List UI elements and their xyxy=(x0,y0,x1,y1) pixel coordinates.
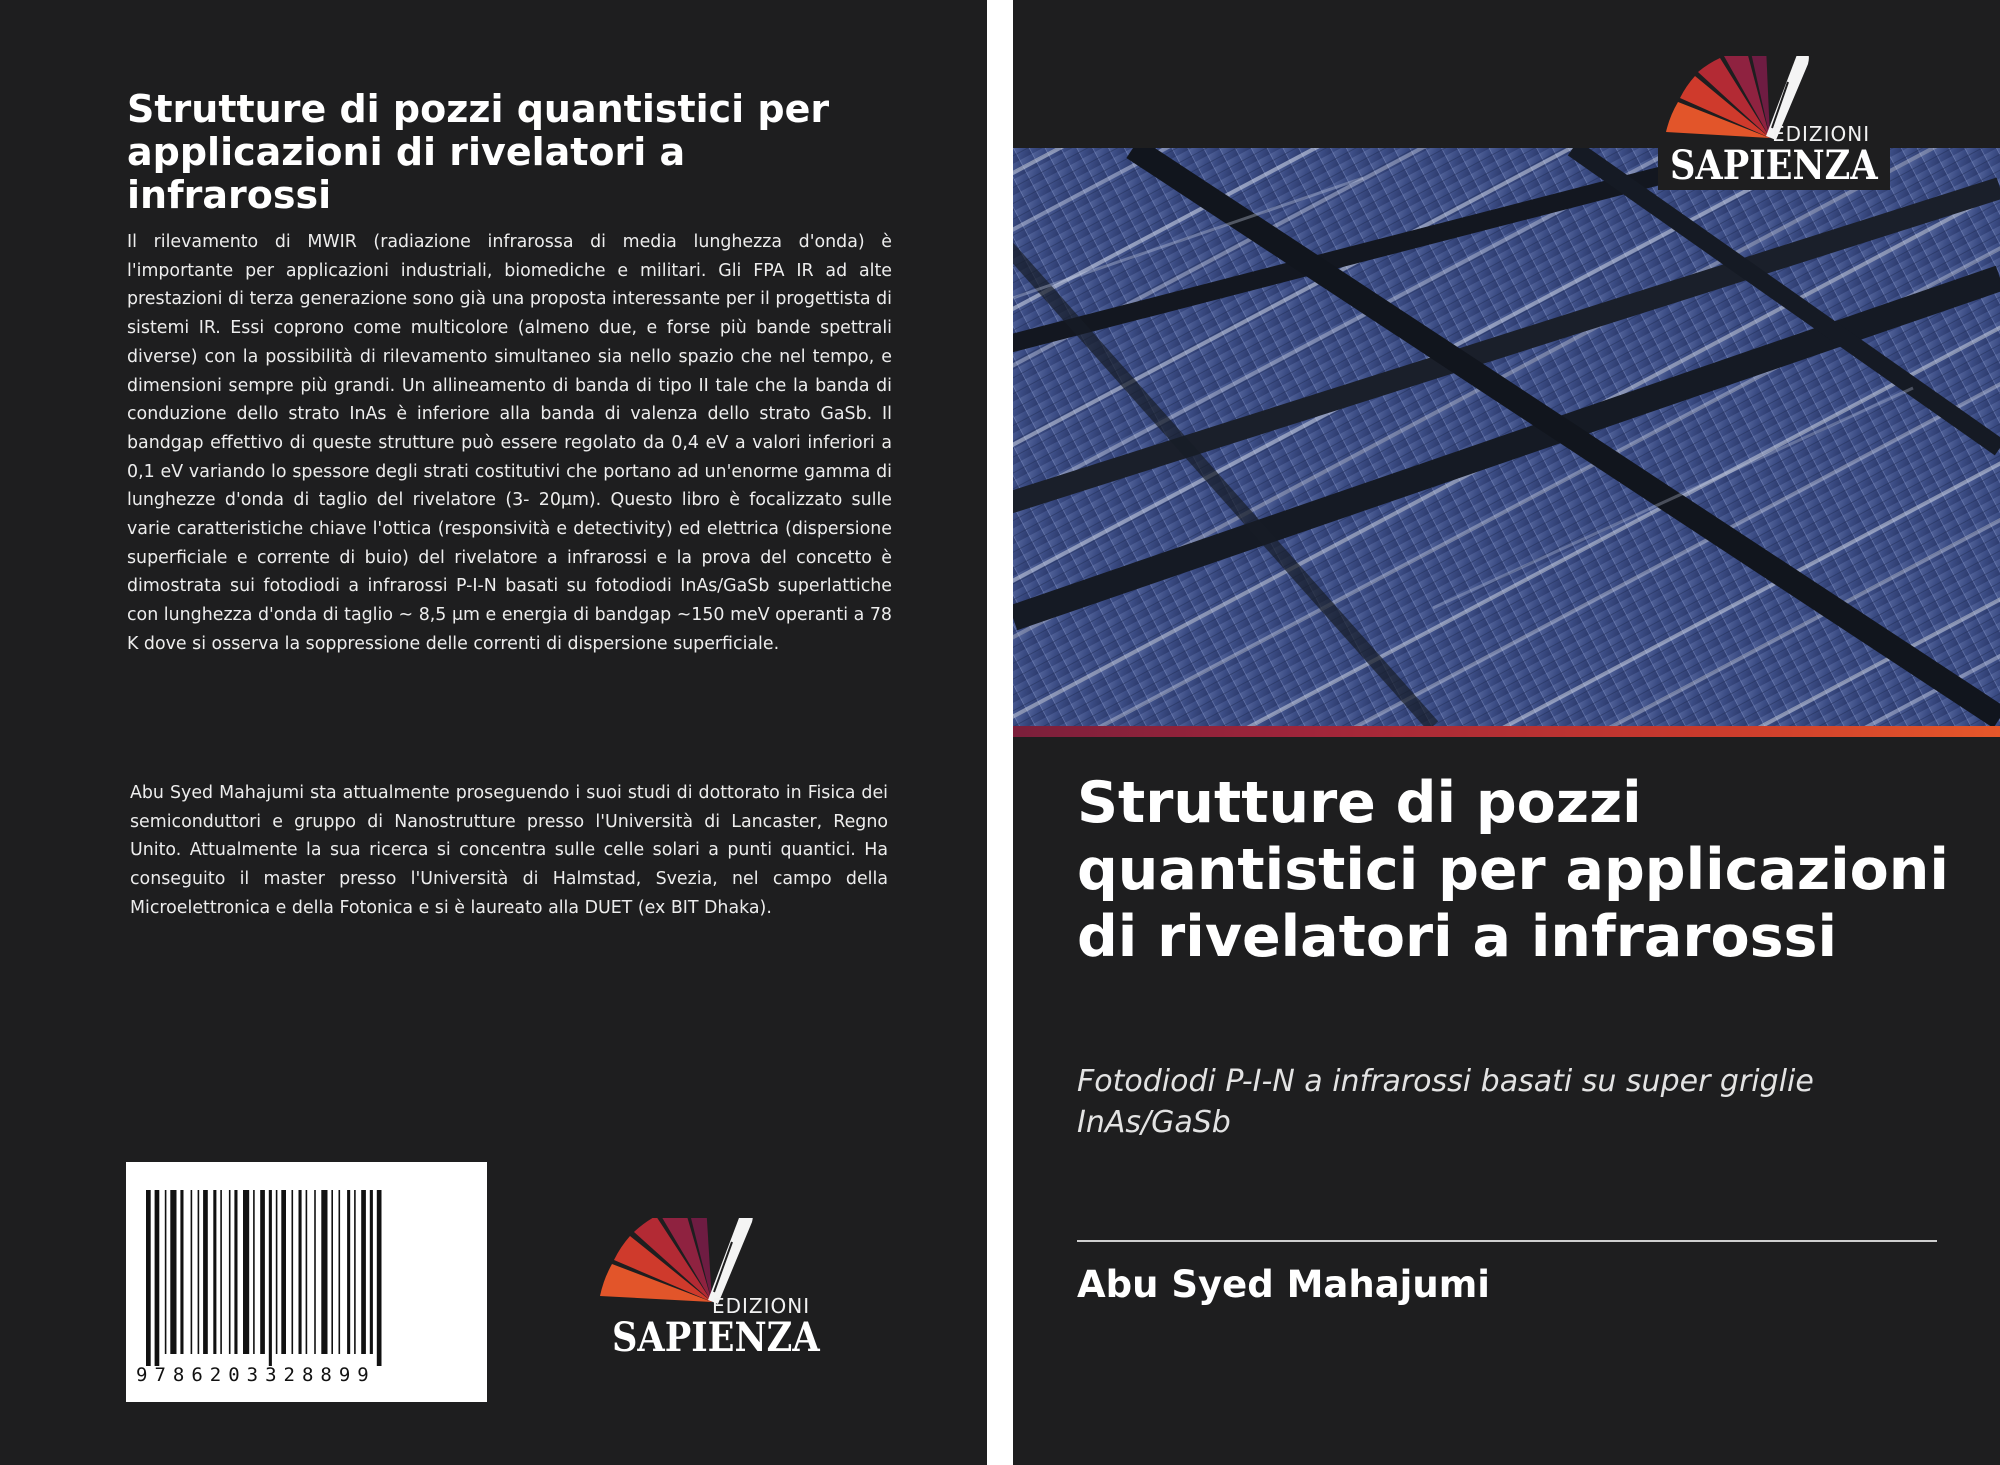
divider-line xyxy=(1077,1240,1937,1242)
barcode-bar xyxy=(191,1190,193,1354)
barcode-icon xyxy=(146,1190,466,1366)
barcode-bar xyxy=(203,1190,208,1354)
author-biography: Abu Syed Mahajumi sta attualmente proseguendo i suoi studi di dottorato in Fisica dei semiconduttori e gruppo di Nanostrutture presso l'Università di Lancaster, Regno Unito. Attualmente la sua ricerca si concentra sulle celle solari a punti quantici. Ha conseguito il master presso l'Università di Halmstad, Svezia, nel campo della Microelettronica e della Fotonica e si è laureato alla DUET (ex BIT Dhaka). xyxy=(130,783,888,918)
barcode-bar xyxy=(269,1190,272,1366)
barcode-bar xyxy=(321,1190,327,1354)
barcode-bar xyxy=(331,1190,333,1354)
publisher-name-big: SAPIENZA xyxy=(1670,142,1878,189)
barcode-bar xyxy=(314,1190,316,1354)
barcode-bar xyxy=(260,1190,265,1354)
publisher-name-small: EDIZIONI xyxy=(1772,122,1871,146)
publisher-name-small: EDIZIONI xyxy=(712,1294,811,1318)
back-cover xyxy=(0,0,987,1465)
barcode-bar xyxy=(229,1190,231,1354)
barcode-bar xyxy=(377,1190,382,1366)
barcode-bar xyxy=(339,1190,341,1354)
barcode-bar xyxy=(299,1190,302,1354)
back-cover-description: Il rilevamento di MWIR (radiazione infrarossa di media lunghezza d'onda) è l'importante per applicazioni industriali, biomediche e militari. Gli FPA IR ad alte prestazioni di terza generazione sono già una proposta interessante per il progettista di sistemi IR. Essi coprono come multicolore (almeno due, e forse più bande spettrali diverse) con la possibilità di rilevamento simultaneo sia nello spazio che nel tempo, e dimensioni sempre più grandi. Un allineamento di banda di tipo II tale che la banda di conduzione dello strato InAs è inferiore alla banda di valenza dello strato GaSb. Il bandgap effettivo di queste strutture può essere regolato da 0,4 eV a valori inferiori a 0,1 eV variando lo spessore degli strati costitutivi che portano ad un'enorme gamma di lunghezze d'onda di taglio del rivelatore (3- 20μm). Questo libro è focalizzato sulle varie caratteristiche chiave l'ottica (responsività e detectivity) ed elettrica (dispersione superficiale e corrente di buio) del rivelatore a infrarossi e la prova del concetto è dimostrata sui fotodiodi a infrarossi P-I-N basati su fotodiodi InAs/GaSb superlattiche con lunghezza d'onda di taglio ~ 8,5 μm e energia di bandgap ~150 meV operanti a 78 K dove si osserva la soppressione delle correnti di dispersione superficiale. xyxy=(127,232,892,654)
barcode-bar xyxy=(213,1190,216,1354)
solar-panel-photo xyxy=(1013,148,2000,726)
barcode-bar xyxy=(180,1190,183,1354)
barcode-bar xyxy=(276,1190,278,1354)
barcode-bar xyxy=(370,1190,373,1354)
barcode-bar xyxy=(253,1190,255,1354)
barcode-bar xyxy=(354,1190,356,1354)
barcode-bar xyxy=(198,1190,200,1354)
barcode-bar xyxy=(170,1190,176,1354)
barcode-bar xyxy=(347,1190,350,1354)
publisher-name-big: SAPIENZA xyxy=(612,1314,820,1361)
barcode-bar xyxy=(220,1190,222,1354)
back-cover-title: Strutture di pozzi quantistici per applicazioni di rivelatori a infrarossi xyxy=(127,87,830,217)
author-name: Abu Syed Mahajumi xyxy=(1077,1263,1490,1306)
publisher-logo-back xyxy=(600,1218,830,1361)
front-cover-subtitle: Fotodiodi P-I-N a infrarossi basati su super griglie InAs/GaSb xyxy=(1077,1064,1814,1140)
isbn-digits: 9786203328899 xyxy=(136,1364,376,1386)
barcode-bar xyxy=(165,1190,167,1354)
barcode-bar xyxy=(361,1190,366,1354)
barcode-bar xyxy=(306,1190,308,1354)
accent-divider xyxy=(1013,726,2000,737)
barcode-bar xyxy=(292,1190,294,1354)
publisher-logo-front xyxy=(1658,56,1890,190)
isbn-barcode xyxy=(126,1162,487,1402)
barcode-bar xyxy=(281,1190,286,1354)
barcode-bar xyxy=(243,1190,249,1354)
barcode-bar xyxy=(234,1190,237,1354)
front-cover-title: Strutture di pozzi quantistici per applicazioni di rivelatori a infrarossi xyxy=(1077,770,1949,970)
front-cover xyxy=(1013,0,2000,1465)
barcode-bar xyxy=(146,1190,151,1366)
barcode-bar xyxy=(155,1190,160,1366)
